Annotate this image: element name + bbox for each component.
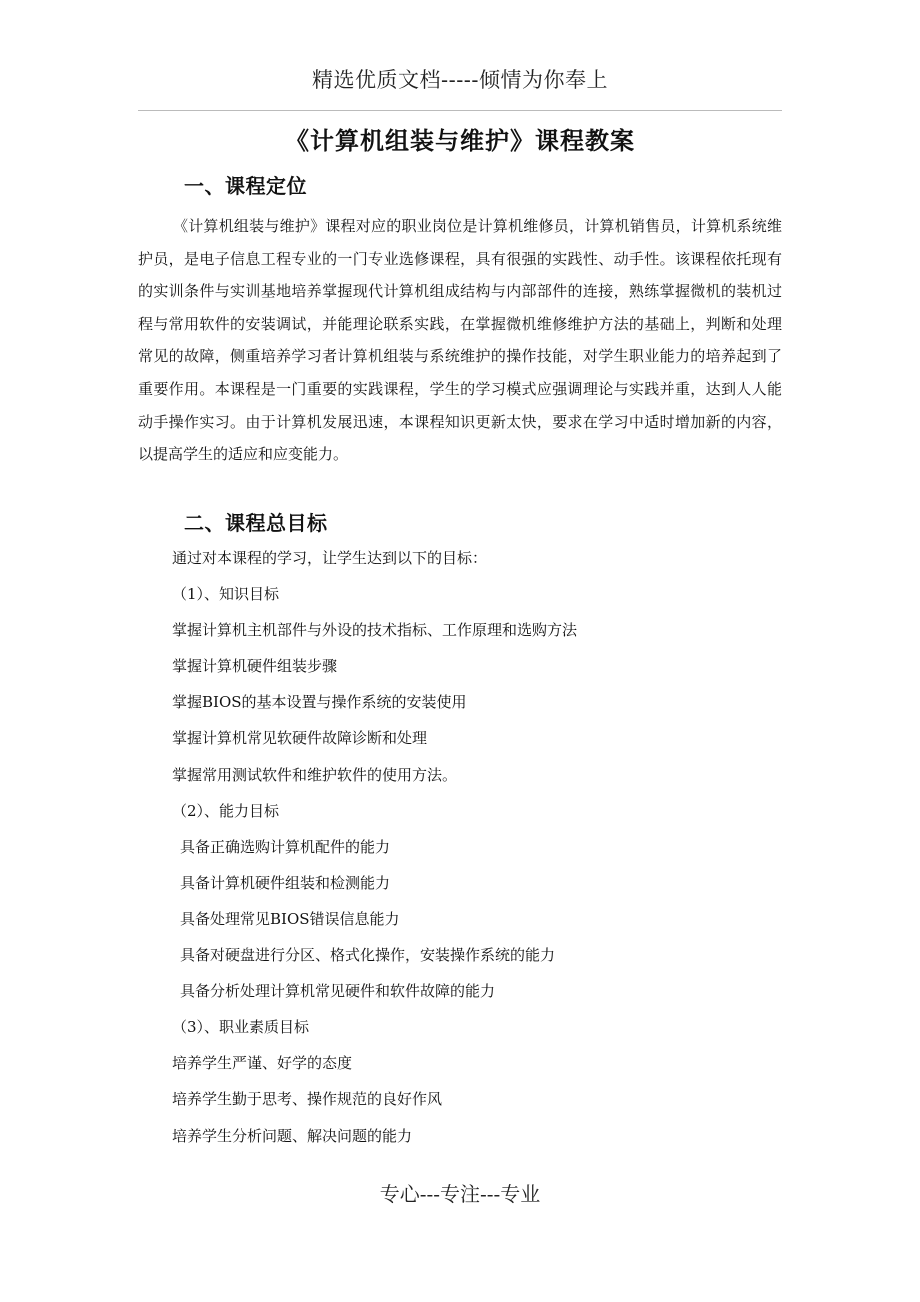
goal-intro-line: 通过对本课程的学习，让学生达到以下的目标： (172, 549, 488, 567)
goal-item: 掌握常用测试软件和维护软件的使用方法。 (172, 765, 458, 784)
goal-item: 培养学生勤于思考、操作规范的良好作风 (172, 1090, 443, 1109)
goal-item: 掌握BIOS的基本设置与操作系统的安装使用 (172, 693, 467, 712)
goal-item: 具备处理常见BIOS错误信息能力 (180, 909, 400, 928)
course-goals-list (172, 540, 577, 1154)
goal-item: 具备计算机硬件组装和检测能力 (180, 873, 391, 892)
course-positioning-paragraph: 《计算机组装与维护》课程对应的职业岗位是计算机维修员，计算机销售员，计算机系统维护员，是电子信息工程专业的一门专业选修课程，具有很强的实践性、动手性。该课程依托现有的实训条件与实训基地培养掌握现代计算机组成结构与内部部件的连接，熟练掌握微机的装机过程与常用软件的安装调试，并能理论联系实践，在掌握微机维修维护方法的基础上，判断和处理常见的故障，侧重培养学习者计算机组装与系统维护的操作技能，对学生职业能力的培养起到了重要作用。本课程是一门重要的实践课程，学生的学习模式应强调理论与实践并重，达到人人能动手操作实习。由于计算机发展迅速，本课程知识更新太快，要求在学习中适时增加新的内容，以提高学生的适应和应变能力。 (138, 217, 782, 464)
goal-item: 掌握计算机硬件组装步骤 (172, 657, 338, 676)
document-title: 《计算机组装与维护》课程教案 (285, 126, 635, 155)
header-divider (138, 110, 782, 111)
section-heading-course-goals: 二、课程总目标 (184, 511, 328, 535)
goal-subheading-ability: （2）、能力目标 (172, 801, 280, 820)
goal-item: 具备正确选购计算机配件的能力 (180, 837, 391, 856)
goal-item: 培养学生分析问题、解决问题的能力 (172, 1126, 413, 1145)
goal-item: 具备对硬盘进行分区、格式化操作，安装操作系统的能力 (180, 946, 556, 965)
page-header: 精选优质文档-----倾情为你奉上 (312, 68, 608, 92)
goal-subheading-knowledge: （1）、知识目标 (172, 585, 280, 604)
goal-item: 掌握计算机主机部件与外设的技术指标、工作原理和选购方法 (172, 621, 578, 640)
goal-item: 掌握计算机常见软硬件故障诊断和处理 (172, 729, 428, 748)
section-heading-course-positioning: 一、课程定位 (184, 174, 307, 198)
goal-subheading-professional: （3）、职业素质目标 (172, 1018, 310, 1037)
goal-item: 具备分析处理计算机常见硬件和软件故障的能力 (180, 982, 496, 1001)
page-footer: 专心---专注---专业 (379, 1182, 541, 1206)
goal-item: 培养学生严谨、好学的态度 (172, 1054, 353, 1073)
